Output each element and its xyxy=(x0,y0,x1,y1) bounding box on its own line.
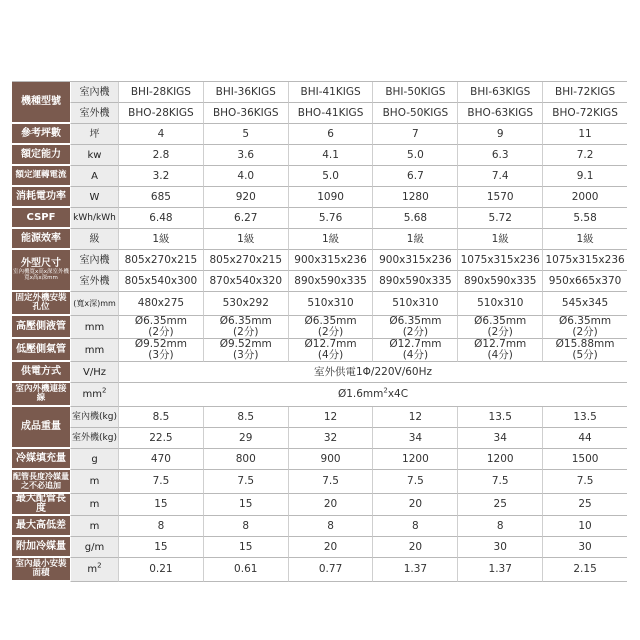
cell-indoor-model: BHI-28KIGS xyxy=(118,82,203,103)
pipe-size: Ø15.88mm xyxy=(555,339,615,350)
cell-value: 890x590x335 xyxy=(288,271,373,292)
pipe-fen: (2分) xyxy=(148,326,174,338)
cell-value: 805x270x215 xyxy=(118,250,203,271)
unit-weight-outdoor: 室外機(kg) xyxy=(70,428,118,449)
label-weight: 成品重量 xyxy=(12,407,70,449)
label-add-refrigerant: 附加冷媒量 xyxy=(12,537,70,558)
unit-weight-indoor: 室內機(kg) xyxy=(70,407,118,428)
cell-value: 15 xyxy=(203,494,288,516)
row-capacity xyxy=(12,145,627,166)
cell-pipe xyxy=(203,339,288,362)
wiring-tail: x4C xyxy=(387,388,409,400)
cell-value: 30 xyxy=(542,537,627,558)
cell-value: 7.2 xyxy=(542,145,627,166)
cell-outdoor-model: BHO-41KIGS xyxy=(288,103,373,124)
wiring-sup: 2 xyxy=(383,386,388,395)
cell-value: 25 xyxy=(457,494,542,516)
label-max-height: 最大高低差 xyxy=(12,516,70,537)
cell-pipe xyxy=(457,316,542,339)
unit-refrigerant: g xyxy=(70,449,118,470)
cell-value: 6.7 xyxy=(372,166,457,187)
unit-outdoor: 室外機 xyxy=(70,103,118,124)
cell-value: 13.5 xyxy=(457,407,542,428)
cell-value: 32 xyxy=(288,428,373,449)
unit-capacity: kw xyxy=(70,145,118,166)
label-wiring: 室內外機連接線 xyxy=(12,383,70,407)
cell-value: 1.37 xyxy=(372,558,457,582)
cell-value: 7.5 xyxy=(288,470,373,494)
cell-value: 12 xyxy=(288,407,373,428)
cell-value: 5.72 xyxy=(457,208,542,229)
cell-value: 2000 xyxy=(542,187,627,208)
cell-pipe xyxy=(288,339,373,362)
row-efficiency xyxy=(12,229,627,250)
cell-value: 8.5 xyxy=(118,407,203,428)
unit-min-area xyxy=(70,558,118,582)
pipe-fen: (2分) xyxy=(572,326,598,338)
cell-value: 1級 xyxy=(118,229,203,250)
cell-value: 12 xyxy=(372,407,457,428)
row-model-outdoor xyxy=(12,103,627,124)
cell-value: 1570 xyxy=(457,187,542,208)
label-power-supply: 供電方式 xyxy=(12,362,70,383)
label-mount: 固定外機安裝孔位 xyxy=(12,292,70,316)
cell-outdoor-model: BHO-36KIGS xyxy=(203,103,288,124)
cell-value: 1200 xyxy=(372,449,457,470)
pipe-fen: (3分) xyxy=(233,349,259,361)
pipe-fen: (4分) xyxy=(402,349,429,361)
cell-value: 900 xyxy=(288,449,373,470)
cell-value: 8 xyxy=(118,516,203,537)
cell-value: 9.1 xyxy=(542,166,627,187)
pipe-fen: (2分) xyxy=(317,326,344,338)
cell-value: 5.0 xyxy=(288,166,373,187)
pipe-size: Ø6.35mm xyxy=(219,316,272,327)
cell-value: 870x540x320 xyxy=(203,271,288,292)
unit-wiring-sup: 2 xyxy=(102,386,107,395)
label-cspf: CSPF xyxy=(12,208,70,229)
cell-value: 25 xyxy=(542,494,627,516)
cell-value: 530x292 xyxy=(203,292,288,316)
label-pipe-no-add: 配管長度冷媒量之不必追加 xyxy=(12,470,70,494)
cell-value: 0.61 xyxy=(203,558,288,582)
cell-value: 5.58 xyxy=(542,208,627,229)
unit-wiring-base: mm xyxy=(82,389,102,400)
cell-value: 8 xyxy=(288,516,373,537)
unit-power-supply: V/Hz xyxy=(70,362,118,383)
cell-value: 1級 xyxy=(288,229,373,250)
cell-value: 10 xyxy=(542,516,627,537)
cell-indoor-model: BHI-63KIGS xyxy=(457,82,542,103)
cell-value: 470 xyxy=(118,449,203,470)
wiring-size: Ø1.6mm xyxy=(337,388,384,400)
unit-dim-outdoor: 室外機 xyxy=(70,271,118,292)
cell-value: 5.68 xyxy=(372,208,457,229)
cell-indoor-model: BHI-50KIGS xyxy=(372,82,457,103)
cell-value: 5.0 xyxy=(372,145,457,166)
cell-value: 1500 xyxy=(542,449,627,470)
cell-value: 1級 xyxy=(372,229,457,250)
row-max-height xyxy=(12,516,627,537)
row-weight-indoor xyxy=(12,407,627,428)
unit-ping: 坪 xyxy=(70,124,118,145)
label-capacity: 額定能力 xyxy=(12,145,70,166)
cell-value: 34 xyxy=(372,428,457,449)
cell-value: 3.6 xyxy=(203,145,288,166)
cell-value: 34 xyxy=(457,428,542,449)
cell-value: 44 xyxy=(542,428,627,449)
cell-value: 8 xyxy=(203,516,288,537)
cell-pipe xyxy=(118,316,203,339)
pipe-fen: (5分) xyxy=(572,349,598,361)
cell-value: 8 xyxy=(372,516,457,537)
cell-value: 7.5 xyxy=(457,470,542,494)
row-current xyxy=(12,166,627,187)
cell-value: 7 xyxy=(372,124,457,145)
unit-efficiency: 級 xyxy=(70,229,118,250)
cell-value: 805x270x215 xyxy=(203,250,288,271)
cell-value: 2.8 xyxy=(118,145,203,166)
pipe-size: Ø6.35mm xyxy=(134,316,187,327)
cell-value: 5.76 xyxy=(288,208,373,229)
cell-value: 7.5 xyxy=(372,470,457,494)
cell-value: 7.5 xyxy=(542,470,627,494)
cell-indoor-model: BHI-41KIGS xyxy=(288,82,373,103)
pipe-size: Ø12.7mm xyxy=(389,339,442,350)
cell-indoor-model: BHI-36KIGS xyxy=(203,82,288,103)
cell-value: 480x275 xyxy=(118,292,203,316)
label-dimensions-main: 外型尺寸 xyxy=(21,258,61,269)
cell-value: 7.5 xyxy=(203,470,288,494)
row-low-pipe xyxy=(12,339,627,362)
pipe-size: Ø9.52mm xyxy=(219,339,272,350)
cell-pipe xyxy=(542,316,627,339)
unit-low-pipe: mm xyxy=(70,339,118,362)
unit-dim-indoor: 室內機 xyxy=(70,250,118,271)
cell-value: 0.21 xyxy=(118,558,203,582)
row-power-supply xyxy=(12,362,627,383)
pipe-size: Ø6.35mm xyxy=(559,316,612,327)
cell-value: 7.4 xyxy=(457,166,542,187)
pipe-size: Ø12.7mm xyxy=(474,339,527,350)
label-power: 消耗電功率 xyxy=(12,187,70,208)
row-pipe-no-add xyxy=(12,470,627,494)
cell-value: 29 xyxy=(203,428,288,449)
unit-pipe-no-add: m xyxy=(70,470,118,494)
unit-min-area-base: m xyxy=(87,564,98,575)
cell-value: 20 xyxy=(288,494,373,516)
cell-value: 15 xyxy=(203,537,288,558)
unit-cspf: kWh/kWh xyxy=(70,208,118,229)
pipe-fen: (2分) xyxy=(233,326,259,338)
cell-pipe xyxy=(372,316,457,339)
cell-value: 3.2 xyxy=(118,166,203,187)
cell-value: 20 xyxy=(372,537,457,558)
cell-value: 6.48 xyxy=(118,208,203,229)
cell-value: 4.0 xyxy=(203,166,288,187)
cell-value: 950x665x370 xyxy=(542,271,627,292)
cell-value: 545x345 xyxy=(542,292,627,316)
row-min-area xyxy=(12,558,627,582)
row-max-pipe xyxy=(12,494,627,516)
row-weight-outdoor xyxy=(12,428,627,449)
cell-value: 510x310 xyxy=(288,292,373,316)
cell-value: 1280 xyxy=(372,187,457,208)
unit-max-height: m xyxy=(70,516,118,537)
cell-value: 510x310 xyxy=(457,292,542,316)
cell-value: 1級 xyxy=(457,229,542,250)
cell-value: 7.5 xyxy=(118,470,203,494)
label-current: 額定運轉電流 xyxy=(12,166,70,187)
pipe-fen: (2分) xyxy=(487,326,513,338)
cell-value: 900x315x236 xyxy=(372,250,457,271)
cell-value: 8.5 xyxy=(203,407,288,428)
pipe-size: Ø9.52mm xyxy=(134,339,187,350)
unit-min-area-sup: 2 xyxy=(97,561,102,570)
pipe-size: Ø6.35mm xyxy=(474,316,527,327)
cell-value: 890x590x335 xyxy=(457,271,542,292)
pipe-fen: (4分) xyxy=(487,349,513,361)
cell-value: 9 xyxy=(457,124,542,145)
pipe-fen: (4分) xyxy=(317,349,344,361)
cell-value: 1075x315x236 xyxy=(457,250,542,271)
cell-outdoor-model: BHO-28KIGS xyxy=(118,103,203,124)
cell-value: 0.77 xyxy=(288,558,373,582)
row-ping xyxy=(12,124,627,145)
row-wiring xyxy=(12,383,627,407)
cell-value: 11 xyxy=(542,124,627,145)
row-power xyxy=(12,187,627,208)
cell-value: 5 xyxy=(203,124,288,145)
cell-power-supply: 室外供電1Φ/220V/60Hz xyxy=(118,362,627,383)
pipe-size: Ø6.35mm xyxy=(389,316,442,327)
cell-value: 4 xyxy=(118,124,203,145)
pipe-fen: (3分) xyxy=(148,349,174,361)
cell-value: 15 xyxy=(118,537,203,558)
label-max-pipe: 最大配管長度 xyxy=(12,494,70,516)
label-high-pipe: 高壓側液管 xyxy=(12,316,70,339)
cell-value: 805x540x300 xyxy=(118,271,203,292)
label-refrigerant: 冷媒填充量 xyxy=(12,449,70,470)
cell-value: 1級 xyxy=(203,229,288,250)
row-cspf xyxy=(12,208,627,229)
cell-value: 20 xyxy=(372,494,457,516)
row-model-indoor xyxy=(12,82,627,103)
pipe-size: Ø12.7mm xyxy=(304,339,357,350)
cell-outdoor-model: BHO-72KIGS xyxy=(542,103,627,124)
row-add-refrigerant xyxy=(12,537,627,558)
cell-value: 30 xyxy=(457,537,542,558)
cell-value: 4.1 xyxy=(288,145,373,166)
label-low-pipe: 低壓側氣管 xyxy=(12,339,70,362)
cell-value: 510x310 xyxy=(372,292,457,316)
unit-mount: (寬x深)mm xyxy=(70,292,118,316)
spec-table-container xyxy=(12,81,627,578)
unit-indoor: 室內機 xyxy=(70,82,118,103)
cell-value: 1075x315x236 xyxy=(542,250,627,271)
cell-value: 22.5 xyxy=(118,428,203,449)
cell-pipe xyxy=(542,339,627,362)
row-high-pipe xyxy=(12,316,627,339)
cell-pipe xyxy=(288,316,373,339)
label-ping: 參考坪數 xyxy=(12,124,70,145)
cell-value: 1200 xyxy=(457,449,542,470)
cell-value: 890x590x335 xyxy=(372,271,457,292)
label-min-area: 室內最小安裝面積 xyxy=(12,558,70,582)
cell-value: 900x315x236 xyxy=(288,250,373,271)
cell-value: 6 xyxy=(288,124,373,145)
cell-value: 1.37 xyxy=(457,558,542,582)
cell-value: 13.5 xyxy=(542,407,627,428)
row-dim-outdoor xyxy=(12,271,627,292)
unit-add-refrigerant: g/m xyxy=(70,537,118,558)
unit-max-pipe: m xyxy=(70,494,118,516)
cell-value: 8 xyxy=(457,516,542,537)
label-dimensions xyxy=(12,250,70,292)
cell-value: 15 xyxy=(118,494,203,516)
cell-value: 1090 xyxy=(288,187,373,208)
label-model: 機種型號 xyxy=(12,82,70,124)
cell-value: 685 xyxy=(118,187,203,208)
cell-pipe xyxy=(118,339,203,362)
row-mount xyxy=(12,292,627,316)
cell-value: 1級 xyxy=(542,229,627,250)
row-refrigerant xyxy=(12,449,627,470)
cell-wiring xyxy=(118,383,627,407)
cell-value: 2.15 xyxy=(542,558,627,582)
pipe-fen: (2分) xyxy=(402,326,429,338)
cell-indoor-model: BHI-72KIGS xyxy=(542,82,627,103)
spec-table-body xyxy=(12,82,627,582)
cell-value: 6.3 xyxy=(457,145,542,166)
pipe-size: Ø6.35mm xyxy=(304,316,357,327)
cell-pipe xyxy=(203,316,288,339)
unit-wiring xyxy=(70,383,118,407)
cell-value: 6.27 xyxy=(203,208,288,229)
cell-outdoor-model: BHO-63KIGS xyxy=(457,103,542,124)
unit-power: W xyxy=(70,187,118,208)
cell-pipe xyxy=(457,339,542,362)
row-dim-indoor xyxy=(12,250,627,271)
cell-value: 920 xyxy=(203,187,288,208)
cell-value: 20 xyxy=(288,537,373,558)
label-dimensions-sub: 室內機寬x高x深室外機寬x高x深mm xyxy=(12,269,69,281)
cell-outdoor-model: BHO-50KIGS xyxy=(372,103,457,124)
unit-current: A xyxy=(70,166,118,187)
unit-high-pipe: mm xyxy=(70,316,118,339)
cell-pipe xyxy=(372,339,457,362)
spec-table xyxy=(12,81,627,582)
cell-value: 800 xyxy=(203,449,288,470)
label-efficiency: 能源效率 xyxy=(12,229,70,250)
